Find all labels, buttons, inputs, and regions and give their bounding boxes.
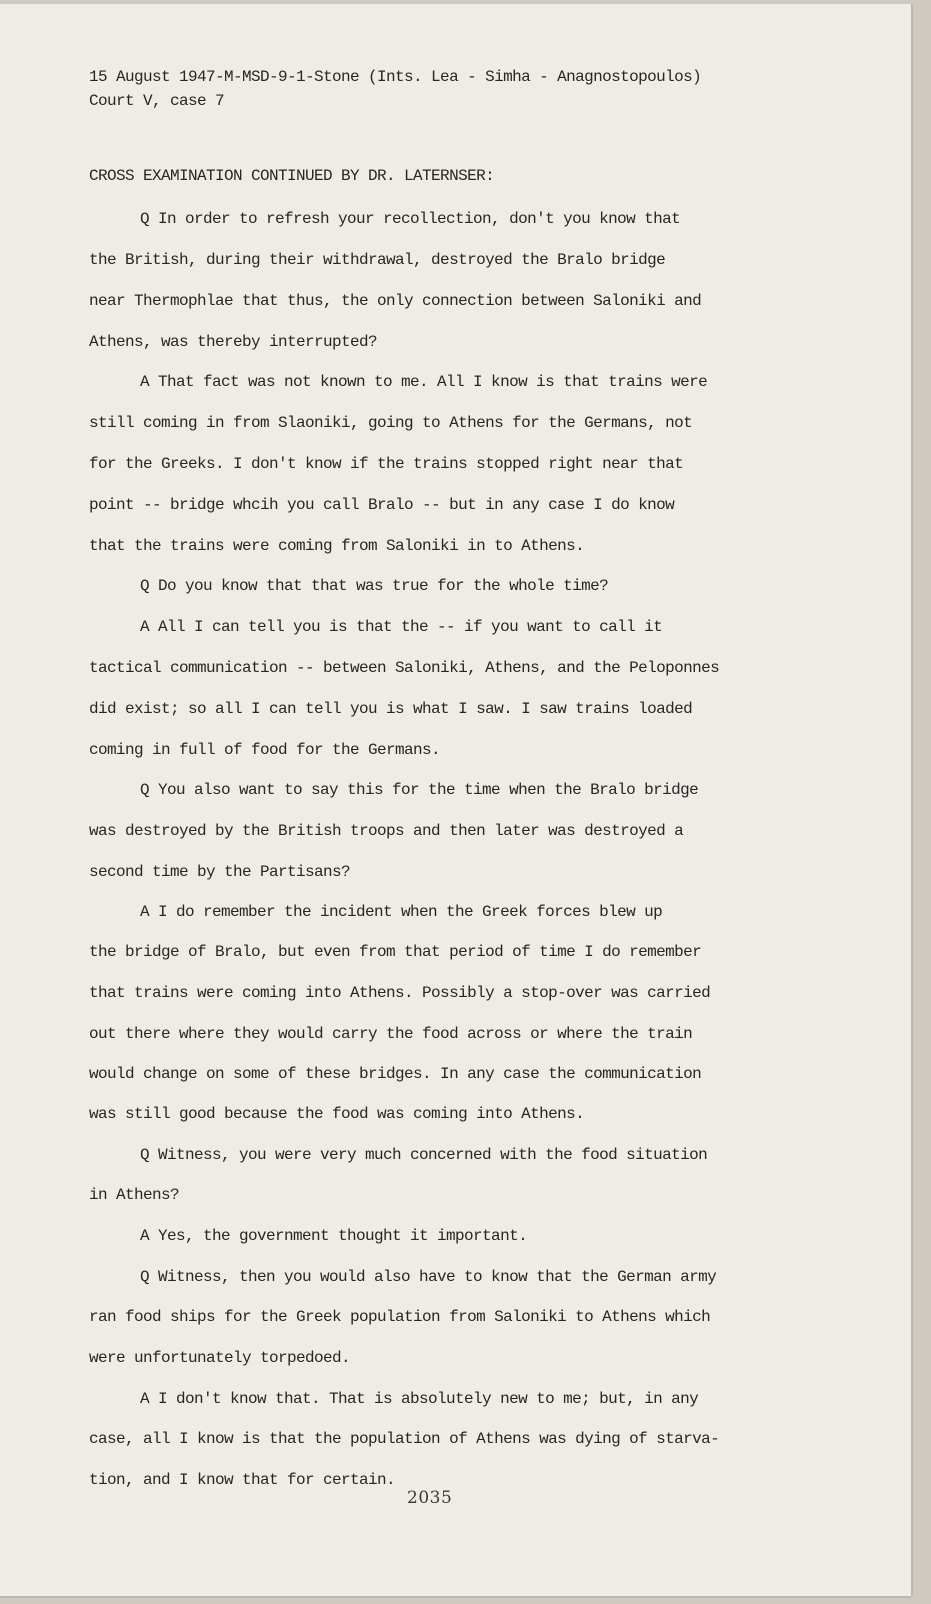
text-line: the British, during their withdrawal, destroyed the Bralo bridge [89,251,666,269]
text-line: Q Witness, then you would also have to know that the German army [140,1268,717,1286]
text-line: Q You also want to say this for the time when the Bralo bridge [140,781,699,799]
text-line: A Yes, the government thought it important. [140,1227,528,1245]
text-line: A All I can tell you is that the -- if you want to call it [140,618,663,636]
text-line: were unfortunately torpedoed. [89,1349,351,1367]
text-line: case, all I know is that the population of Athens was dying of starva- [89,1430,720,1448]
text-line: did exist; so all I can tell you is what I saw. I saw trains loaded [89,700,693,718]
page-number: 2035 [407,1488,453,1508]
text-line: for the Greeks. I don't know if the trains stopped right near that [89,455,684,473]
text-line: second time by the Partisans? [89,863,351,881]
text-line: that trains were coming into Athens. Possibly a stop-over was carried [89,984,711,1002]
header-line-2: Court V, case 7 [89,92,225,110]
document-page [0,4,911,1596]
section-heading: CROSS EXAMINATION CONTINUED BY DR. LATERNSER: [89,167,495,185]
text-line: tion, and I know that for certain. [89,1471,396,1489]
text-line: was still good because the food was coming into Athens. [89,1105,585,1123]
header-line-1: 15 August 1947-M-MSD-9-1-Stone (Ints. Lea - Simha - Anagnostopoulos) [89,68,702,86]
text-line: tactical communication -- between Saloniki, Athens, and the Peloponnes [89,659,720,677]
text-line: in Athens? [89,1186,180,1204]
text-line: coming in full of food for the Germans. [89,741,441,759]
text-line: Q Do you know that that was true for the whole time? [140,577,609,595]
text-line: point -- bridge whcih you call Bralo -- but in any case I do know [89,496,675,514]
text-line: Q In order to refresh your recollection, don't you know that [140,210,681,228]
text-line: Athens, was thereby interrupted? [89,333,378,351]
text-line: Q Witness, you were very much concerned with the food situation [140,1146,708,1164]
text-line: A I do remember the incident when the Greek forces blew up [140,903,663,921]
text-line: still coming in from Slaoniki, going to Athens for the Germans, not [89,414,693,432]
text-line: would change on some of these bridges. In any case the communication [89,1065,702,1083]
text-line: A I don't know that. That is absolutely new to me; but, in any [140,1390,699,1408]
text-line: near Thermophlae that thus, the only connection between Saloniki and [89,292,702,310]
text-line: was destroyed by the British troops and then later was destroyed a [89,822,684,840]
text-line: A That fact was not known to me. All I know is that trains were [140,373,708,391]
text-line: that the trains were coming from Saloniki in to Athens. [89,537,585,555]
text-line: ran food ships for the Greek population from Saloniki to Athens which [89,1308,711,1326]
text-line: out there where they would carry the food across or where the train [89,1025,693,1043]
text-line: the bridge of Bralo, but even from that period of time I do remember [89,943,702,961]
